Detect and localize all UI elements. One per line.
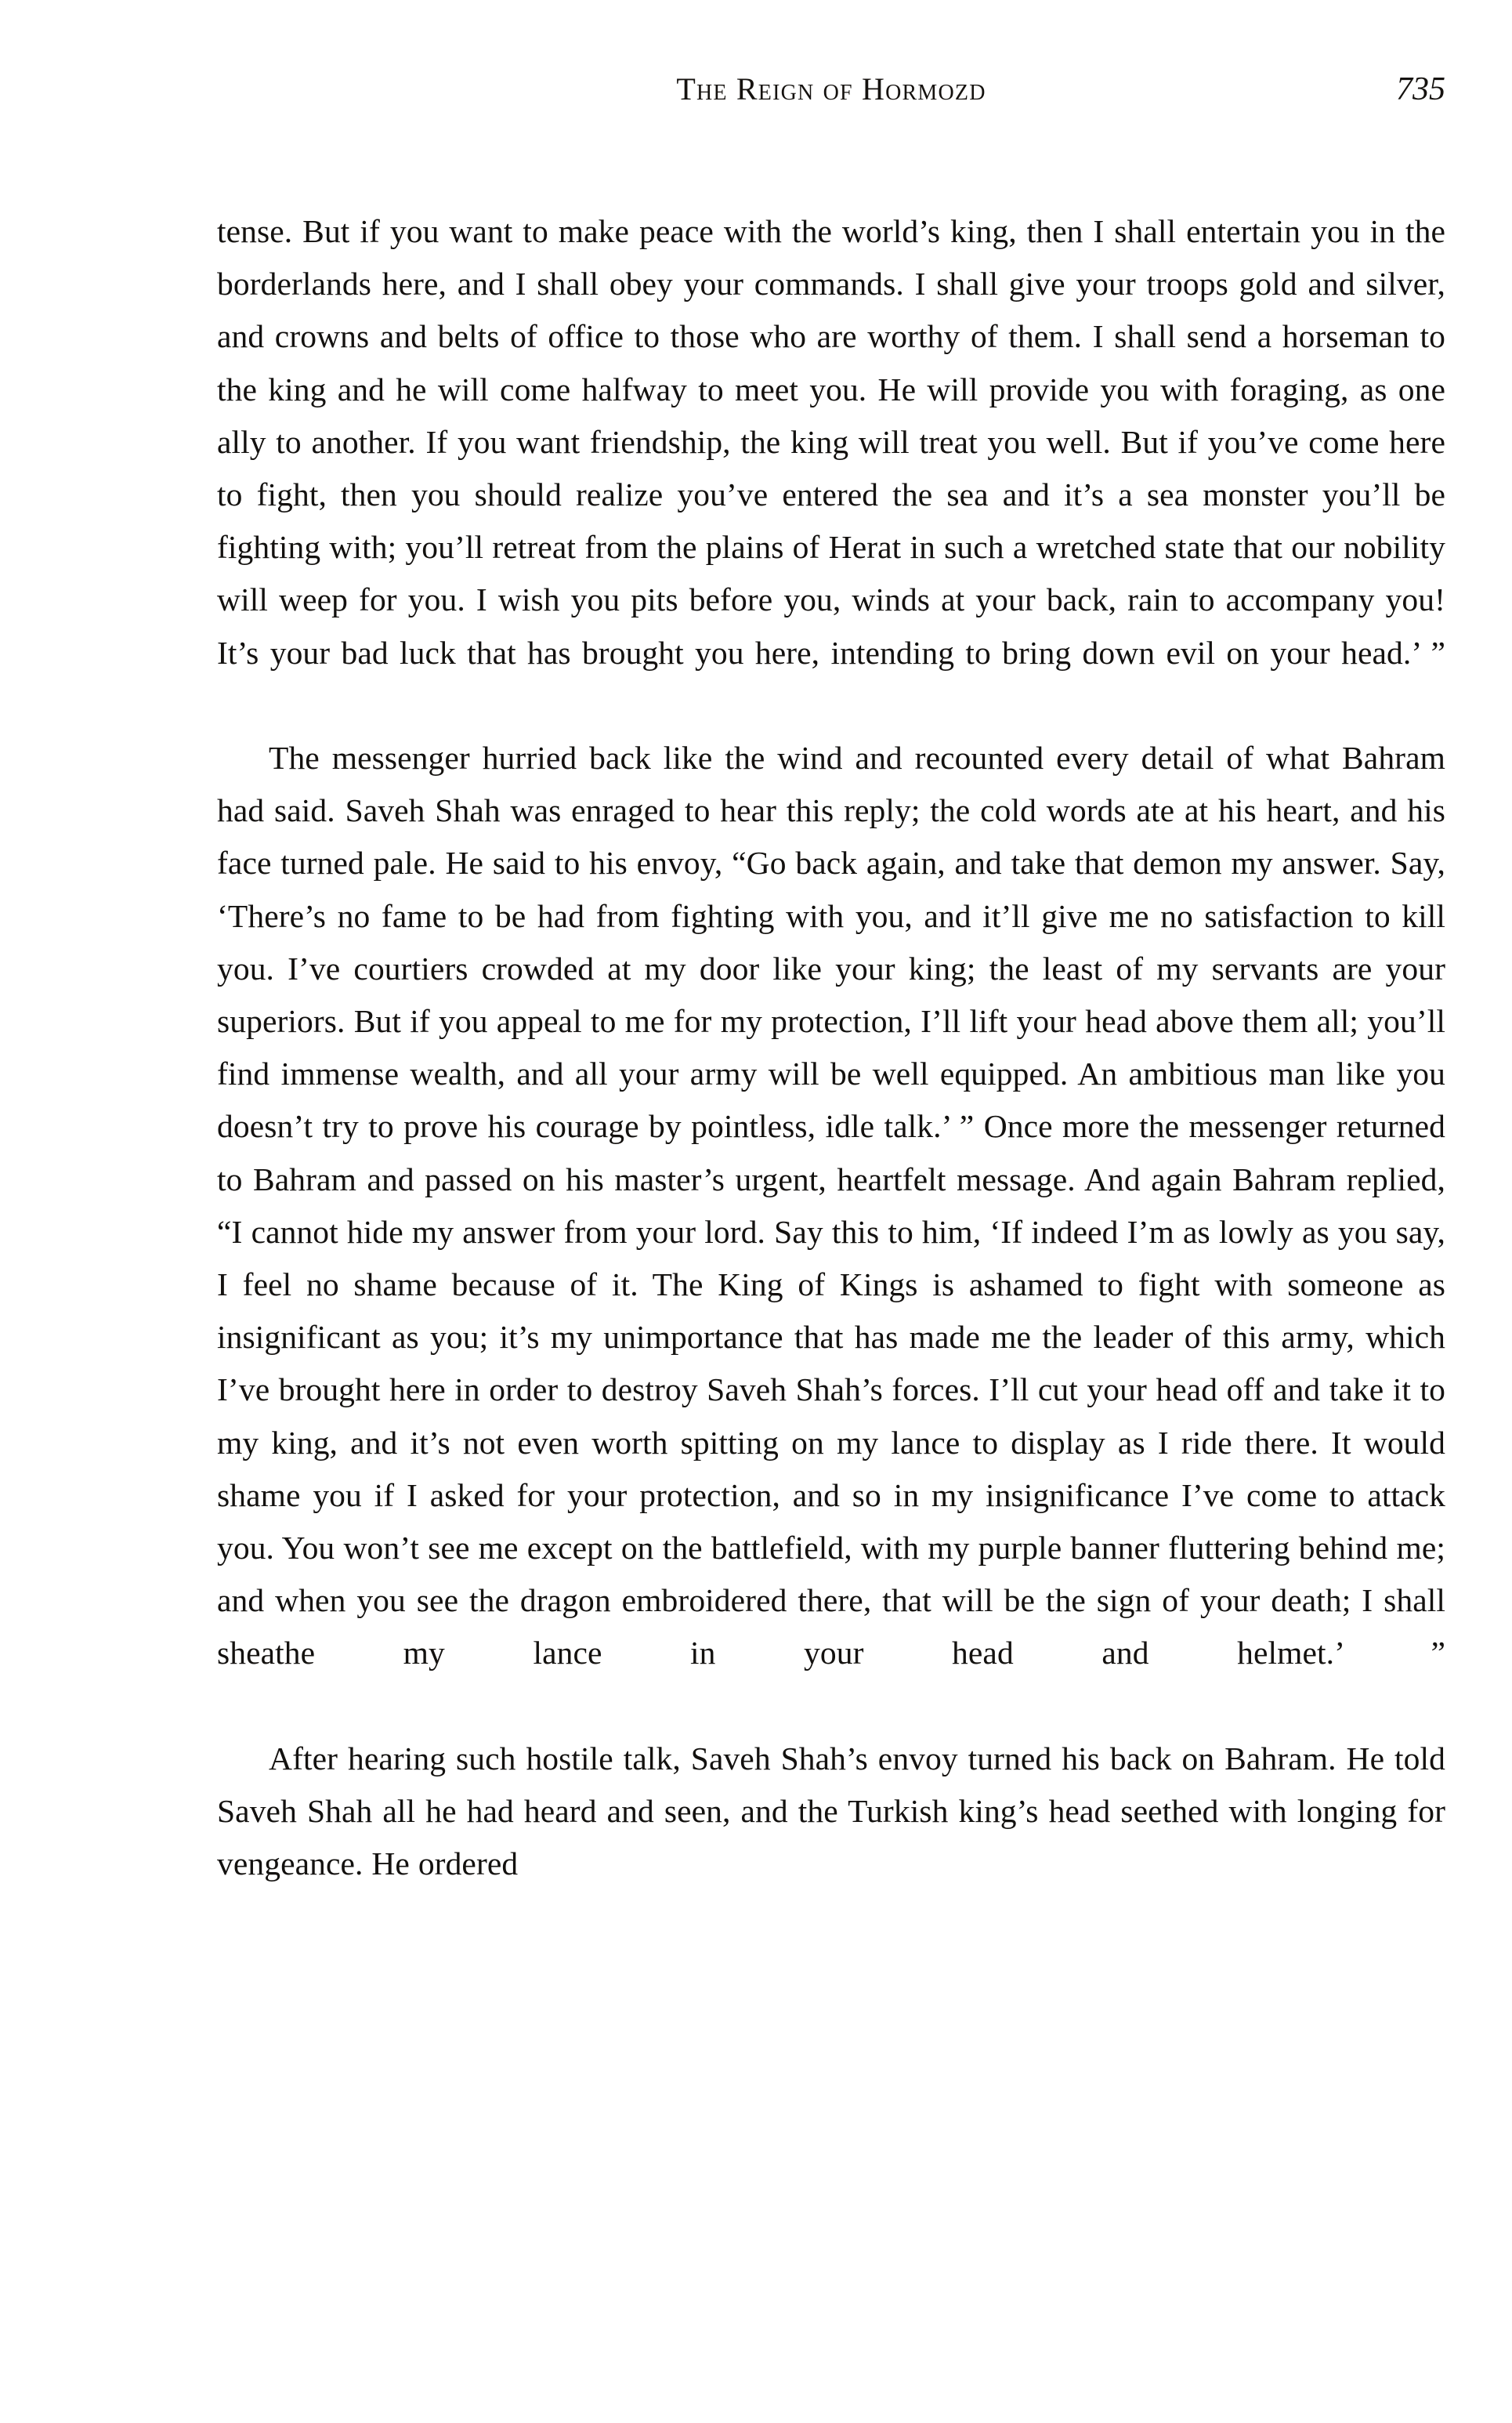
- body-paragraph-3: After hearing such hostile talk, Saveh Shah’s envoy turned his back on Bahram. He told Saveh Shah all he had heard and seen, and the Turkish king’s head seethed with longing for vengeance. He ordered: [217, 1740, 1445, 1882]
- running-head-title: The Reign of Hormozd: [676, 71, 986, 107]
- running-head: [217, 69, 1445, 116]
- body-paragraph-2: The messenger hurried back like the wind and recounted every detail of what Bahram had said. Saveh Shah was enraged to hear this reply; the cold words ate at his heart, and his face turned pale. He said to his envoy, “Go back again, and take that demon my answer. Say, ‘There’s no fame to be had from fighting with you, and it’ll give me no satisfaction to kill you. I’ve courtiers crowded at my door like your king; the least of my servants are your superiors. But if you appeal to me for my protection, I’ll lift your head above them all; you’ll find immense wealth, and all your army will be well equipped. An ambitious man like you doesn’t try to prove his courage by pointless, idle talk.’ ” Once more the messenger returned to Bahram and passed on his master’s urgent, heartfelt message. And again Bahram replied, “I cannot hide my answer from your lord. Say this to him, ‘If indeed I’m as lowly as you say, I feel no shame because of it. The King of Kings is ashamed to fight with someone as insignificant as you; it’s my unimportance that has made me the leader of this army, which I’ve brought here in order to destroy Saveh Shah’s forces. I’ll cut your head off and take it to my king, and it’s not even worth spitting on my lance to display as I ride there. It would shame you if I asked for your protection, and so in my insignificance I’ve come to attack you. You won’t see me except on the battlefield, with my purple banner fluttering behind me; and when you see the dragon embroidered there, that will be the sign of your death; I shall sheathe my lance in your head and helmet.’ ”: [217, 740, 1445, 1671]
- page-number: 735: [1396, 71, 1445, 107]
- text-block: [217, 205, 1445, 1891]
- body-paragraph-1: tense. But if you want to make peace with the world’s king, then I shall entertain you in the borderlands here, and I shall obey your commands. I shall give your troops gold and silver, and crowns and belts of office to those who are worthy of them. I shall send a horseman to the king and he will come halfway to meet you. He will provide you with foraging, as one ally to another. If you want friendship, the king will treat you well. But if you’ve come here to fight, then you should realize you’ve entered the sea and it’s a sea monster you’ll be fighting with; you’ll retreat from the plains of Herat in such a wretched state that our nobility will weep for you. I wish you pits before you, winds at your back, rain to accompany you! It’s your bad luck that has brought you here, intending to bring down evil on your head.’ ”: [217, 213, 1445, 671]
